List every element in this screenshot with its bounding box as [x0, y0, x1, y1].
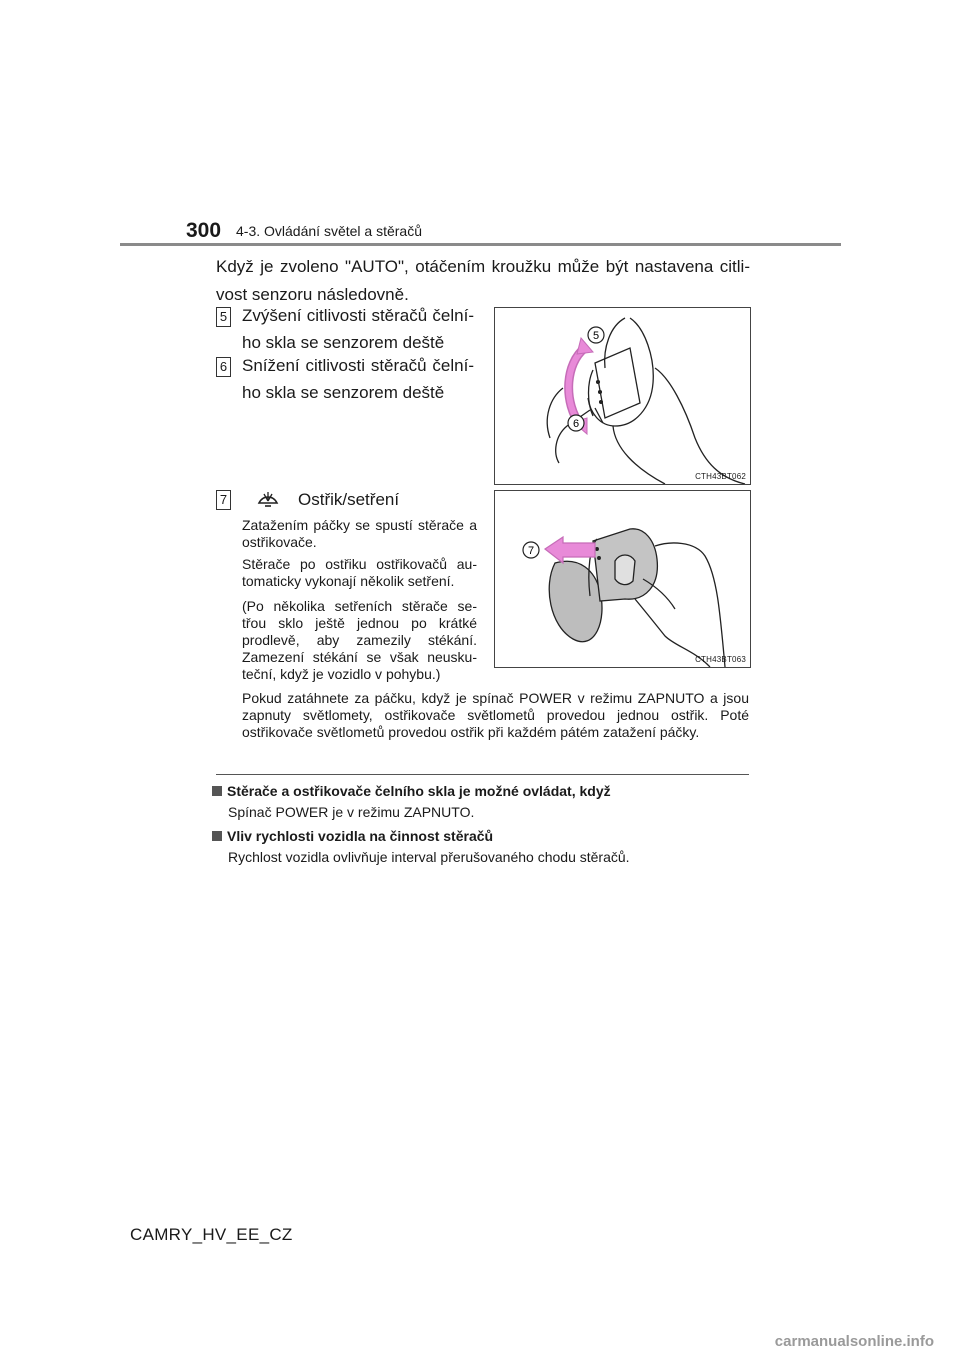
figure-label-6: 6	[572, 418, 580, 430]
figure-wash-lever	[494, 490, 751, 668]
wiper-lever-illustration	[495, 308, 750, 484]
bullet-square-icon	[212, 786, 222, 796]
intro-paragraph: Když je zvoleno "AUTO", otáčením kroužku může být nastavena citli-vost senzoru následovně.	[216, 257, 750, 304]
item-number-7: 7	[216, 490, 231, 510]
figure-code: CTH43BT062	[695, 472, 746, 481]
note-body-1: Spínač POWER je v režimu ZAPNUTO.	[228, 804, 475, 820]
lever-pull-illustration	[495, 491, 750, 667]
note-heading-2: Vliv rychlosti vozidla na činnost stěračů	[212, 828, 493, 844]
item-7-detail-3: (Po několika setřeních stěrače se-třou sklo ještě jednou po krátké prodlevě, aby zamezily stékání. Zamezení stékání se však neusku-teční, když je vozidlo v pohybu.)	[242, 598, 477, 682]
header-rule	[120, 243, 841, 246]
watermark: carmanualsonline.info	[774, 1333, 934, 1350]
page-number: 300	[186, 219, 222, 242]
note-heading-1: Stěrače a ostřikovače čelního skla je možné ovládat, když	[212, 783, 611, 799]
washer-icon	[256, 486, 280, 510]
figure-label-7: 7	[527, 545, 535, 557]
bullet-square-icon	[212, 831, 222, 841]
item-number-6: 6	[216, 357, 231, 377]
item-6-text: Snížení citlivosti stěračů čelní-ho skla se senzorem deště	[242, 356, 474, 402]
note-body-2: Rychlost vozidla ovlivňuje interval přerušovaného chodu stěračů.	[228, 849, 630, 865]
section-title: 4-3. Ovládání světel a stěračů	[236, 223, 422, 239]
figure-label-5: 5	[592, 330, 600, 342]
headlamp-cleaner-note: Pokud zatáhnete za páčku, když je spínač POWER v režimu ZAPNUTO a jsou zapnuty světlomety, ostřikovače světlometů provedou jednou ostřik. Poté ostřikovače světlometů provedou ostřik při každém pátém zatažení páčky.	[242, 690, 749, 740]
notes-divider	[216, 774, 749, 775]
item-number-5: 5	[216, 307, 231, 327]
figure-code: CTH43BT063	[695, 655, 746, 664]
footer-doc-code: CAMRY_HV_EE_CZ	[130, 1225, 293, 1244]
item-7-text: Ostřik/setření	[298, 490, 400, 509]
item-7-detail-1: Zatažením páčky se spustí stěrače a ostřikovače.	[242, 517, 477, 550]
figure-sensitivity-ring	[494, 307, 751, 485]
item-5-text: Zvýšení citlivosti stěračů čelní-ho skla se senzorem deště	[242, 306, 474, 352]
item-7-detail-2: Stěrače po ostřiku ostřikovačů au-tomaticky vykonají několik setření.	[242, 556, 477, 589]
